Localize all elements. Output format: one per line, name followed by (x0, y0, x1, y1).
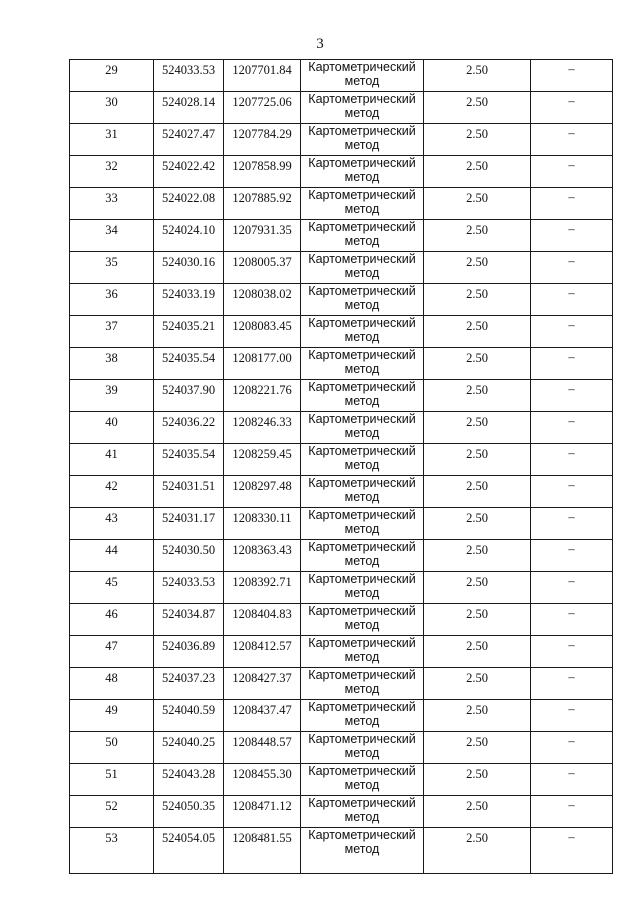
method-line-2: метод (344, 138, 380, 152)
accuracy-cell: 2.50 (424, 828, 531, 874)
point-number-cell: 32 (70, 156, 154, 188)
x-coordinate-cell: 524028.14 (154, 92, 224, 124)
table-row (70, 60, 613, 92)
description-cell: – (531, 188, 613, 220)
point-number-cell: 39 (70, 380, 154, 412)
point-number-cell: 30 (70, 92, 154, 124)
method-line-2: метод (344, 842, 380, 856)
y-coordinate-cell: 1208177.00 (224, 348, 301, 380)
x-coordinate-cell: 524037.90 (154, 380, 224, 412)
accuracy-cell: 2.50 (424, 668, 531, 700)
method-line-2: метод (344, 714, 380, 728)
method-line-2: метод (344, 426, 380, 440)
method-line-1: Картометрический (308, 188, 416, 202)
description-cell: – (531, 284, 613, 316)
point-number-cell: 29 (70, 60, 154, 92)
accuracy-cell: 2.50 (424, 220, 531, 252)
point-number-cell: 45 (70, 572, 154, 604)
point-number-cell: 53 (70, 828, 154, 874)
y-coordinate-cell: 1208427.37 (224, 668, 301, 700)
x-coordinate-cell: 524043.28 (154, 764, 224, 796)
method-line-2: метод (344, 362, 380, 376)
x-coordinate-cell: 524022.08 (154, 188, 224, 220)
accuracy-cell: 2.50 (424, 444, 531, 476)
table-row (70, 412, 613, 444)
accuracy-cell: 2.50 (424, 540, 531, 572)
table-row (70, 796, 613, 828)
y-coordinate-cell: 1208259.45 (224, 444, 301, 476)
point-number-cell: 52 (70, 796, 154, 828)
method-cell (301, 828, 424, 874)
y-coordinate-cell: 1207931.35 (224, 220, 301, 252)
method-cell (301, 572, 424, 604)
x-coordinate-cell: 524054.05 (154, 828, 224, 874)
accuracy-cell: 2.50 (424, 348, 531, 380)
point-number-cell: 33 (70, 188, 154, 220)
method-cell (301, 60, 424, 92)
description-cell: – (531, 92, 613, 124)
y-coordinate-cell: 1208246.33 (224, 412, 301, 444)
table-row (70, 700, 613, 732)
description-cell: – (531, 732, 613, 764)
y-coordinate-cell: 1207701.84 (224, 60, 301, 92)
point-number-cell: 50 (70, 732, 154, 764)
y-coordinate-cell: 1208412.57 (224, 636, 301, 668)
method-line-1: Картометрический (308, 220, 416, 234)
y-coordinate-cell: 1208437.47 (224, 700, 301, 732)
method-line-1: Картометрический (308, 124, 416, 138)
method-line-2: метод (344, 746, 380, 760)
point-number-cell: 41 (70, 444, 154, 476)
method-line-1: Картометрический (308, 732, 416, 746)
point-number-cell: 31 (70, 124, 154, 156)
method-cell (301, 508, 424, 540)
x-coordinate-cell: 524031.17 (154, 508, 224, 540)
point-number-cell: 42 (70, 476, 154, 508)
method-line-1: Картометрический (308, 604, 416, 618)
x-coordinate-cell: 524035.54 (154, 444, 224, 476)
method-cell (301, 764, 424, 796)
method-line-1: Картометрический (308, 412, 416, 426)
x-coordinate-cell: 524033.53 (154, 60, 224, 92)
method-cell (301, 316, 424, 348)
table-row (70, 604, 613, 636)
table-row (70, 124, 613, 156)
x-coordinate-cell: 524033.53 (154, 572, 224, 604)
method-cell (301, 444, 424, 476)
method-cell (301, 796, 424, 828)
x-coordinate-cell: 524033.19 (154, 284, 224, 316)
table-row (70, 476, 613, 508)
method-cell (301, 220, 424, 252)
method-line-1: Картометрический (308, 668, 416, 682)
method-cell (301, 540, 424, 572)
point-number-cell: 36 (70, 284, 154, 316)
coordinates-table (69, 59, 613, 874)
x-coordinate-cell: 524036.22 (154, 412, 224, 444)
description-cell: – (531, 828, 613, 874)
point-number-cell: 38 (70, 348, 154, 380)
x-coordinate-cell: 524040.59 (154, 700, 224, 732)
table-row (70, 156, 613, 188)
method-cell (301, 124, 424, 156)
accuracy-cell: 2.50 (424, 636, 531, 668)
point-number-cell: 46 (70, 604, 154, 636)
method-line-1: Картометрический (308, 252, 416, 266)
x-coordinate-cell: 524030.50 (154, 540, 224, 572)
y-coordinate-cell: 1208005.37 (224, 252, 301, 284)
table-row (70, 220, 613, 252)
y-coordinate-cell: 1208363.43 (224, 540, 301, 572)
table-row (70, 764, 613, 796)
table-row (70, 316, 613, 348)
description-cell: – (531, 572, 613, 604)
point-number-cell: 44 (70, 540, 154, 572)
description-cell: – (531, 476, 613, 508)
y-coordinate-cell: 1208083.45 (224, 316, 301, 348)
method-cell (301, 476, 424, 508)
method-line-2: метод (344, 522, 380, 536)
point-number-cell: 37 (70, 316, 154, 348)
method-line-2: метод (344, 490, 380, 504)
point-number-cell: 48 (70, 668, 154, 700)
method-line-1: Картометрический (308, 540, 416, 554)
method-line-1: Картометрический (308, 348, 416, 362)
description-cell: – (531, 220, 613, 252)
method-cell (301, 252, 424, 284)
method-line-1: Картометрический (308, 476, 416, 490)
x-coordinate-cell: 524034.87 (154, 604, 224, 636)
method-line-1: Картометрический (308, 380, 416, 394)
x-coordinate-cell: 524022.42 (154, 156, 224, 188)
y-coordinate-cell: 1208481.55 (224, 828, 301, 874)
table-row (70, 732, 613, 764)
accuracy-cell: 2.50 (424, 412, 531, 444)
y-coordinate-cell: 1208471.12 (224, 796, 301, 828)
method-line-1: Картометрический (308, 828, 416, 842)
method-line-2: метод (344, 202, 380, 216)
method-line-1: Картометрический (308, 796, 416, 810)
method-line-2: метод (344, 394, 380, 408)
description-cell: – (531, 156, 613, 188)
method-cell (301, 92, 424, 124)
accuracy-cell: 2.50 (424, 92, 531, 124)
method-cell (301, 284, 424, 316)
description-cell: – (531, 380, 613, 412)
accuracy-cell: 2.50 (424, 316, 531, 348)
description-cell: – (531, 508, 613, 540)
x-coordinate-cell: 524037.23 (154, 668, 224, 700)
description-cell: – (531, 348, 613, 380)
method-line-1: Картометрический (308, 444, 416, 458)
method-line-1: Картометрический (308, 156, 416, 170)
method-cell (301, 700, 424, 732)
description-cell: – (531, 668, 613, 700)
accuracy-cell: 2.50 (424, 604, 531, 636)
x-coordinate-cell: 524024.10 (154, 220, 224, 252)
description-cell: – (531, 540, 613, 572)
method-line-1: Картометрический (308, 700, 416, 714)
table-row (70, 188, 613, 220)
x-coordinate-cell: 524040.25 (154, 732, 224, 764)
y-coordinate-cell: 1208038.02 (224, 284, 301, 316)
table-row (70, 572, 613, 604)
description-cell: – (531, 444, 613, 476)
point-number-cell: 51 (70, 764, 154, 796)
accuracy-cell: 2.50 (424, 380, 531, 412)
point-number-cell: 34 (70, 220, 154, 252)
table-row (70, 252, 613, 284)
method-cell (301, 348, 424, 380)
table-row (70, 92, 613, 124)
table-row (70, 348, 613, 380)
method-line-2: метод (344, 74, 380, 88)
accuracy-cell: 2.50 (424, 124, 531, 156)
x-coordinate-cell: 524036.89 (154, 636, 224, 668)
method-line-2: метод (344, 554, 380, 568)
accuracy-cell: 2.50 (424, 252, 531, 284)
x-coordinate-cell: 524027.47 (154, 124, 224, 156)
table-row (70, 284, 613, 316)
accuracy-cell: 2.50 (424, 572, 531, 604)
x-coordinate-cell: 524031.51 (154, 476, 224, 508)
method-line-2: метод (344, 170, 380, 184)
scan-mark (238, 834, 264, 837)
method-line-2: метод (344, 266, 380, 280)
point-number-cell: 47 (70, 636, 154, 668)
description-cell: – (531, 604, 613, 636)
method-line-2: метод (344, 458, 380, 472)
method-line-1: Картометрический (308, 92, 416, 106)
y-coordinate-cell: 1208448.57 (224, 732, 301, 764)
method-line-1: Картометрический (308, 508, 416, 522)
description-cell: – (531, 636, 613, 668)
table-row (70, 668, 613, 700)
point-number-cell: 40 (70, 412, 154, 444)
accuracy-cell: 2.50 (424, 284, 531, 316)
x-coordinate-cell: 524035.54 (154, 348, 224, 380)
description-cell: – (531, 316, 613, 348)
y-coordinate-cell: 1207858.99 (224, 156, 301, 188)
table-row (70, 380, 613, 412)
y-coordinate-cell: 1208221.76 (224, 380, 301, 412)
table-row (70, 508, 613, 540)
method-cell (301, 380, 424, 412)
method-line-2: метод (344, 810, 380, 824)
y-coordinate-cell: 1208330.11 (224, 508, 301, 540)
method-line-2: метод (344, 234, 380, 248)
y-coordinate-cell: 1208404.83 (224, 604, 301, 636)
accuracy-cell: 2.50 (424, 508, 531, 540)
description-cell: – (531, 796, 613, 828)
page-number: 3 (316, 36, 324, 52)
method-line-2: метод (344, 586, 380, 600)
method-cell (301, 156, 424, 188)
description-cell: – (531, 124, 613, 156)
table-row (70, 636, 613, 668)
accuracy-cell: 2.50 (424, 156, 531, 188)
point-number-cell: 43 (70, 508, 154, 540)
method-line-2: метод (344, 682, 380, 696)
accuracy-cell: 2.50 (424, 732, 531, 764)
y-coordinate-cell: 1208297.48 (224, 476, 301, 508)
y-coordinate-cell: 1208455.30 (224, 764, 301, 796)
point-number-cell: 49 (70, 700, 154, 732)
accuracy-cell: 2.50 (424, 476, 531, 508)
method-line-2: метод (344, 618, 380, 632)
y-coordinate-cell: 1208392.71 (224, 572, 301, 604)
description-cell: – (531, 60, 613, 92)
method-line-2: метод (344, 298, 380, 312)
table-row (70, 444, 613, 476)
x-coordinate-cell: 524050.35 (154, 796, 224, 828)
table-row (70, 828, 613, 874)
point-number-cell: 35 (70, 252, 154, 284)
table-row (70, 540, 613, 572)
x-coordinate-cell: 524035.21 (154, 316, 224, 348)
description-cell: – (531, 412, 613, 444)
method-line-1: Картометрический (308, 764, 416, 778)
method-cell (301, 732, 424, 764)
accuracy-cell: 2.50 (424, 764, 531, 796)
y-coordinate-cell: 1207725.06 (224, 92, 301, 124)
x-coordinate-cell: 524030.16 (154, 252, 224, 284)
method-cell (301, 636, 424, 668)
accuracy-cell: 2.50 (424, 796, 531, 828)
method-line-1: Картометрический (308, 572, 416, 586)
method-line-1: Картометрический (308, 636, 416, 650)
method-cell (301, 668, 424, 700)
accuracy-cell: 2.50 (424, 188, 531, 220)
coordinates-table-body (70, 60, 613, 874)
method-line-1: Картометрический (308, 284, 416, 298)
method-line-2: метод (344, 330, 380, 344)
method-line-2: метод (344, 778, 380, 792)
method-cell (301, 188, 424, 220)
y-coordinate-cell: 1207885.92 (224, 188, 301, 220)
description-cell: – (531, 764, 613, 796)
method-line-1: Картометрический (308, 316, 416, 330)
method-cell (301, 604, 424, 636)
method-cell (301, 412, 424, 444)
method-line-1: Картометрический (308, 60, 416, 74)
description-cell: – (531, 252, 613, 284)
description-cell: – (531, 700, 613, 732)
accuracy-cell: 2.50 (424, 60, 531, 92)
method-line-2: метод (344, 106, 380, 120)
y-coordinate-cell: 1207784.29 (224, 124, 301, 156)
method-line-2: метод (344, 650, 380, 664)
accuracy-cell: 2.50 (424, 700, 531, 732)
